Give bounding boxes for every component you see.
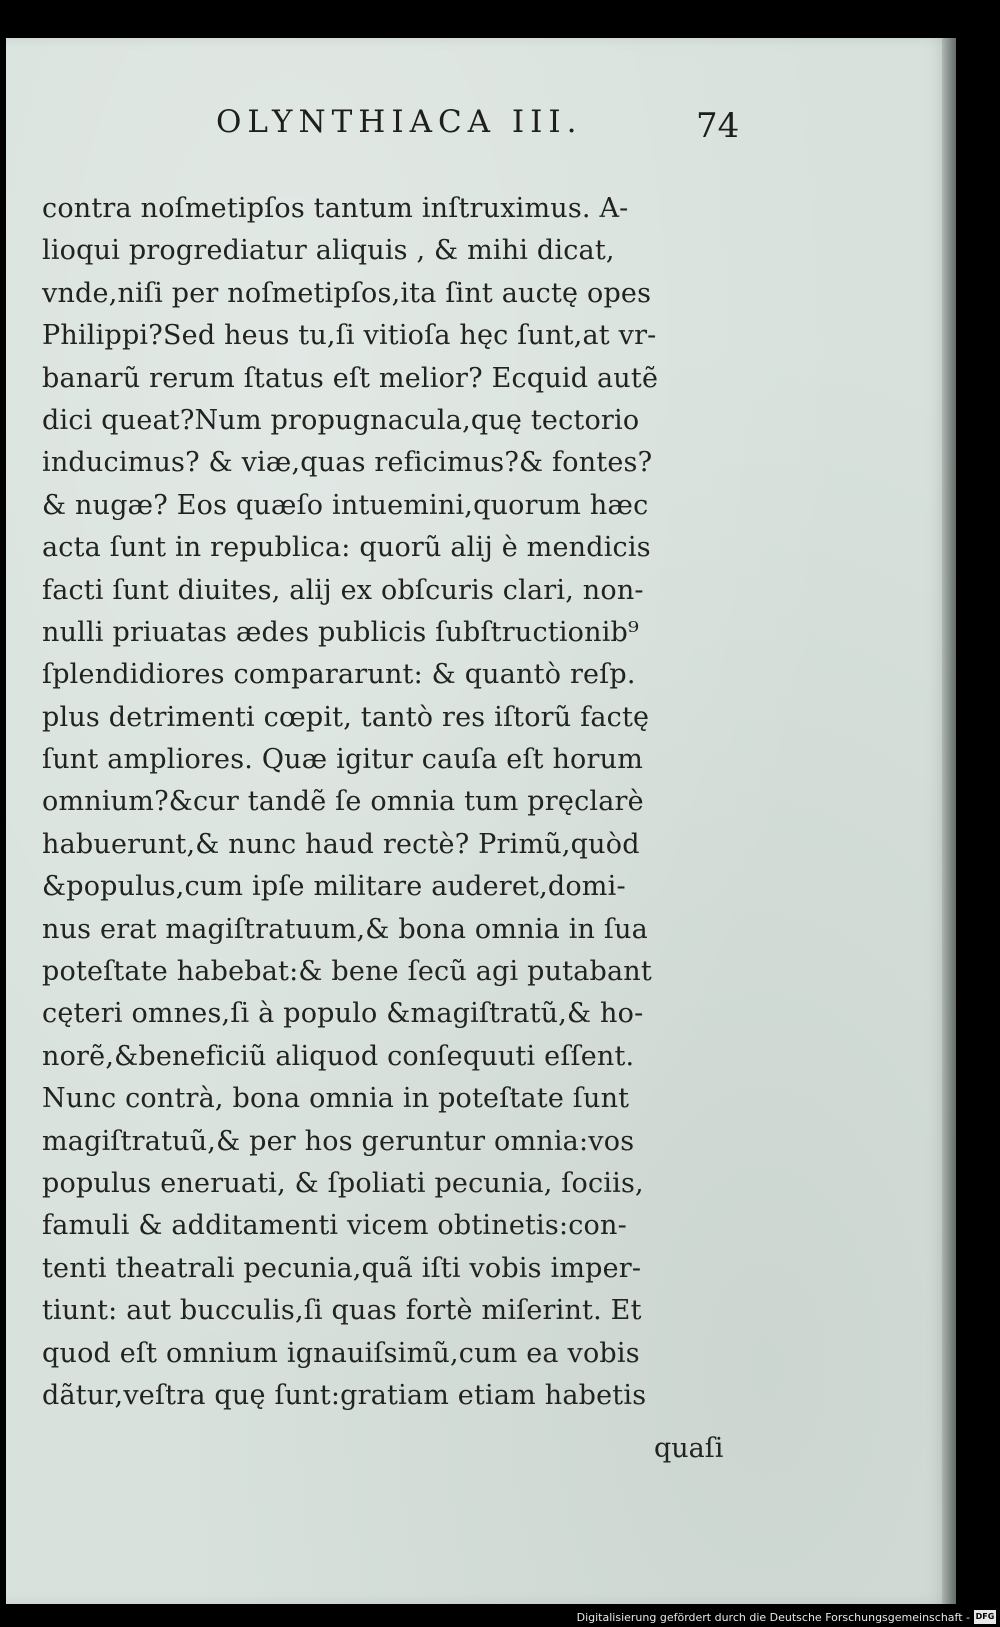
text-line: vnde,niſi per noſmetipſos,ita ſint auctę opes [42, 277, 652, 309]
text-line: norẽ,&beneficiũ aliquod conſequuti eſſent. [42, 1040, 635, 1072]
text-line: Philippi?Sed heus tu,ſi vitioſa hęc ſunt,at vr- [42, 320, 657, 352]
text-line: tiunt: aut bucculis,ſi quas fortè miſerint. Et [42, 1295, 642, 1327]
text-line: habuerunt,& nunc haud rectè? Primũ,quòd [42, 828, 640, 860]
text-line: & nugæ? Eos quæſo intuemini,quorum hæc [42, 489, 649, 521]
text-line: nus erat magiſtratuum,& bona omnia in ſua [42, 913, 648, 945]
digitization-footer [0, 1605, 1000, 1627]
catchword: quaſi [654, 1433, 724, 1464]
text-line: inducimus? & viæ,quas reficimus?& fontes? [42, 447, 653, 479]
text-line: quod eſt omnium ignauiſsimũ,cum ea vobis [42, 1337, 640, 1369]
text-line: dãtur,veſtra quę ſunt:gratiam etiam habetis [42, 1379, 647, 1411]
footer-credit: Digitalisierung gefördert durch die Deutsche Forschungsgemeinschaft - [576, 1611, 970, 1624]
text-line: facti ſunt diuites, alij ex obſcuris clari, non- [42, 574, 644, 606]
text-line: Nunc contrà, bona omnia in poteſtate ſunt [42, 1083, 630, 1115]
text-line: acta ſunt in republica: quorũ alij è mendicis [42, 532, 651, 564]
text-line: cęteri omnes,ſi à populo &magiſtratũ,& ho- [42, 998, 644, 1030]
page-edge-shadow [942, 38, 956, 1604]
text-line: plus detrimenti cœpit, tantò res iſtorũ factę [42, 701, 650, 733]
body-text [42, 188, 742, 1417]
text-line: lioqui progrediatur aliquis , & mihi dicat, [42, 235, 615, 267]
text-line: ſplendidiores compararunt: & quantò reſp. [42, 659, 636, 691]
page-number: 74 [696, 106, 740, 146]
text-line: tenti theatrali pecunia,quã iſti vobis imper- [42, 1252, 642, 1284]
text-line: omnium?&cur tandẽ ſe omnia tum pręclarè [42, 786, 644, 818]
text-line: &populus,cum ipſe militare auderet,domi- [42, 871, 626, 903]
text-line: magiſtratuũ,& per hos geruntur omnia:vos [42, 1125, 635, 1157]
dfg-logo-icon: DFG [974, 1610, 996, 1624]
text-line: famuli & additamenti vicem obtinetis:con- [42, 1210, 627, 1242]
text-line: contra noſmetipſos tantum inſtruximus. A- [42, 193, 629, 224]
text-line: nulli priuatas ædes publicis ſubſtructionib⁹ [42, 616, 640, 648]
text-line: populus eneruati, & ſpoliati pecunia, ſociis, [42, 1167, 644, 1199]
text-line: banarũ rerum ſtatus eſt melior? Ecquid autẽ [42, 362, 659, 394]
text-line: dici queat?Num propugnacula,quę tectorio [42, 404, 640, 436]
book-page [6, 38, 956, 1604]
running-head: OLYNTHIACA III. [216, 104, 583, 140]
text-line: ſunt ampliores. Quæ igitur cauſa eſt horum [42, 744, 644, 776]
text-line: poteſtate habebat:& bene ſecũ agi putabant [42, 956, 652, 988]
